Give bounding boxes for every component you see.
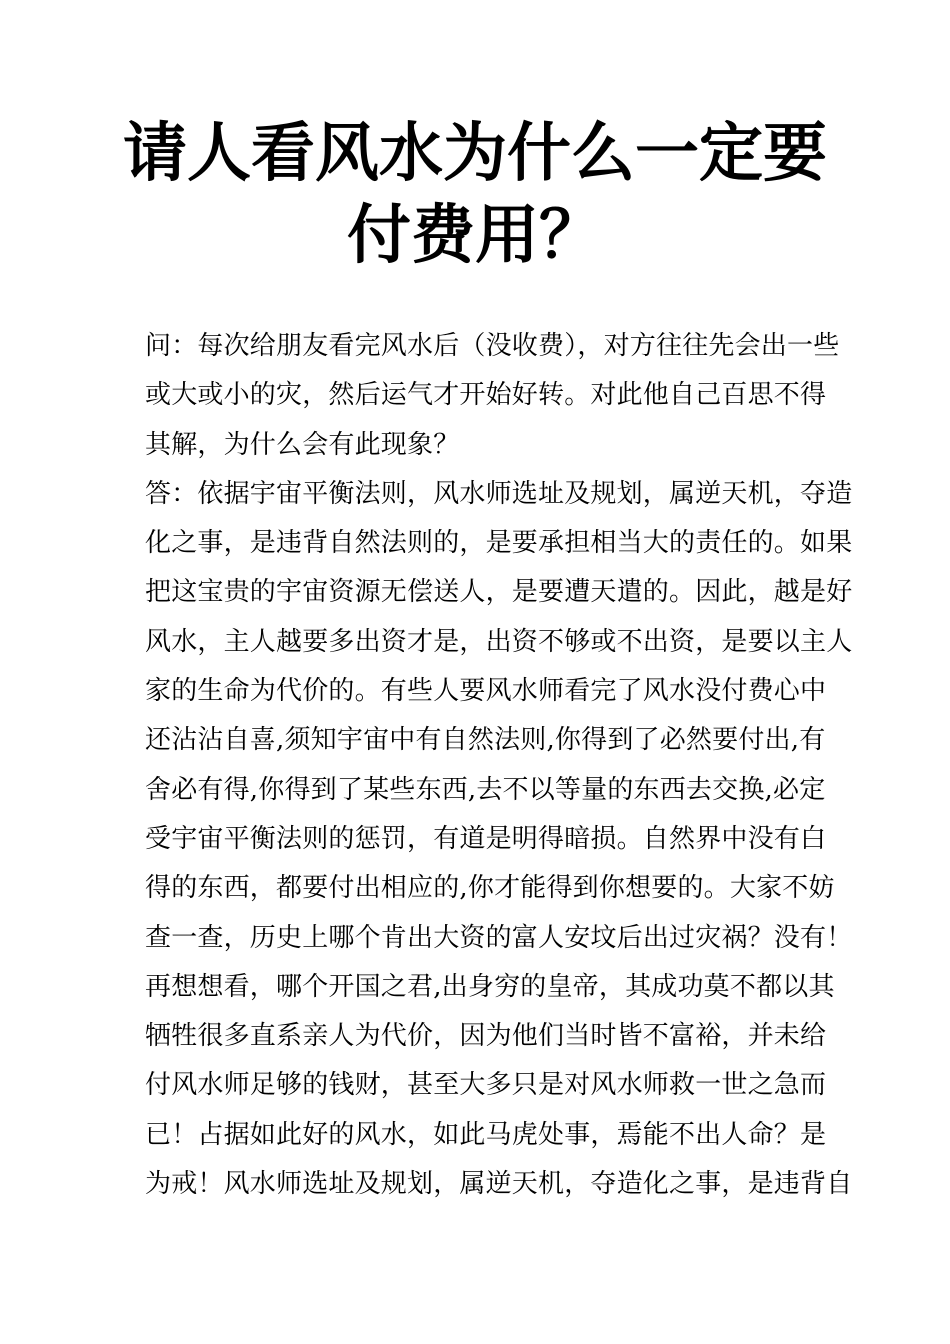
document-title-line-2: 付费用？ [347,199,603,273]
body-line: 家的生命为代价的。有些人要风水师看完了风水没付费心中 [145,676,827,707]
body-line: 查一查，历史上哪个肯出大资的富人安坟后出过灾祸？没有！ [145,922,853,953]
document-title-line-1: 请人看风水为什么一定要 [123,117,827,191]
document-body [145,322,853,1209]
body-line: 还沾沾自喜,须知宇宙中有自然法则,你得到了必然要付出,有 [145,725,826,756]
body-line: 受宇宙平衡法则的惩罚，有道是明得暗损。自然界中没有白 [145,823,827,854]
body-line: 把这宝贵的宇宙资源无偿送人，是要遭天遣的。因此，越是好 [145,577,853,608]
body-line: 答：依据宇宙平衡法则，风水师选址及规划，属逆天机，夺造 [145,478,853,509]
body-line: 再想想看，哪个开国之君,出身穷的皇帝，其成功莫不都以其 [145,971,835,1002]
body-line: 已！占据如此好的风水，如此马虎处事，焉能不出人命？是 [145,1119,827,1150]
body-line: 付风水师足够的钱财，甚至大多只是对风水师救一世之急而 [145,1070,827,1101]
body-line: 问：每次给朋友看完风水后（没收费），对方往往先会出一些 [145,331,840,361]
body-line: 得的东西，都要付出相应的,你才能得到你想要的。大家不妨 [145,873,835,904]
body-line: 化之事，是违背自然法则的，是要承担相当大的责任的。如果 [145,528,853,559]
body-line: 为戒！风水师选址及规划，属逆天机，夺造化之事，是违背自 [145,1169,853,1200]
body-line: 舍必有得,你得到了某些东西,去不以等量的东西去交换,必定 [145,774,826,805]
body-line: 风水，主人越要多出资才是，出资不够或不出资，是要以主人 [145,626,853,657]
body-line: 或大或小的灾，然后运气才开始好转。对此他自己百思不得 [145,380,827,411]
body-line: 其解，为什么会有此现象？ [145,429,460,460]
body-line: 牺牲很多直系亲人为代价，因为他们当时皆不富裕，并未给 [145,1021,827,1052]
